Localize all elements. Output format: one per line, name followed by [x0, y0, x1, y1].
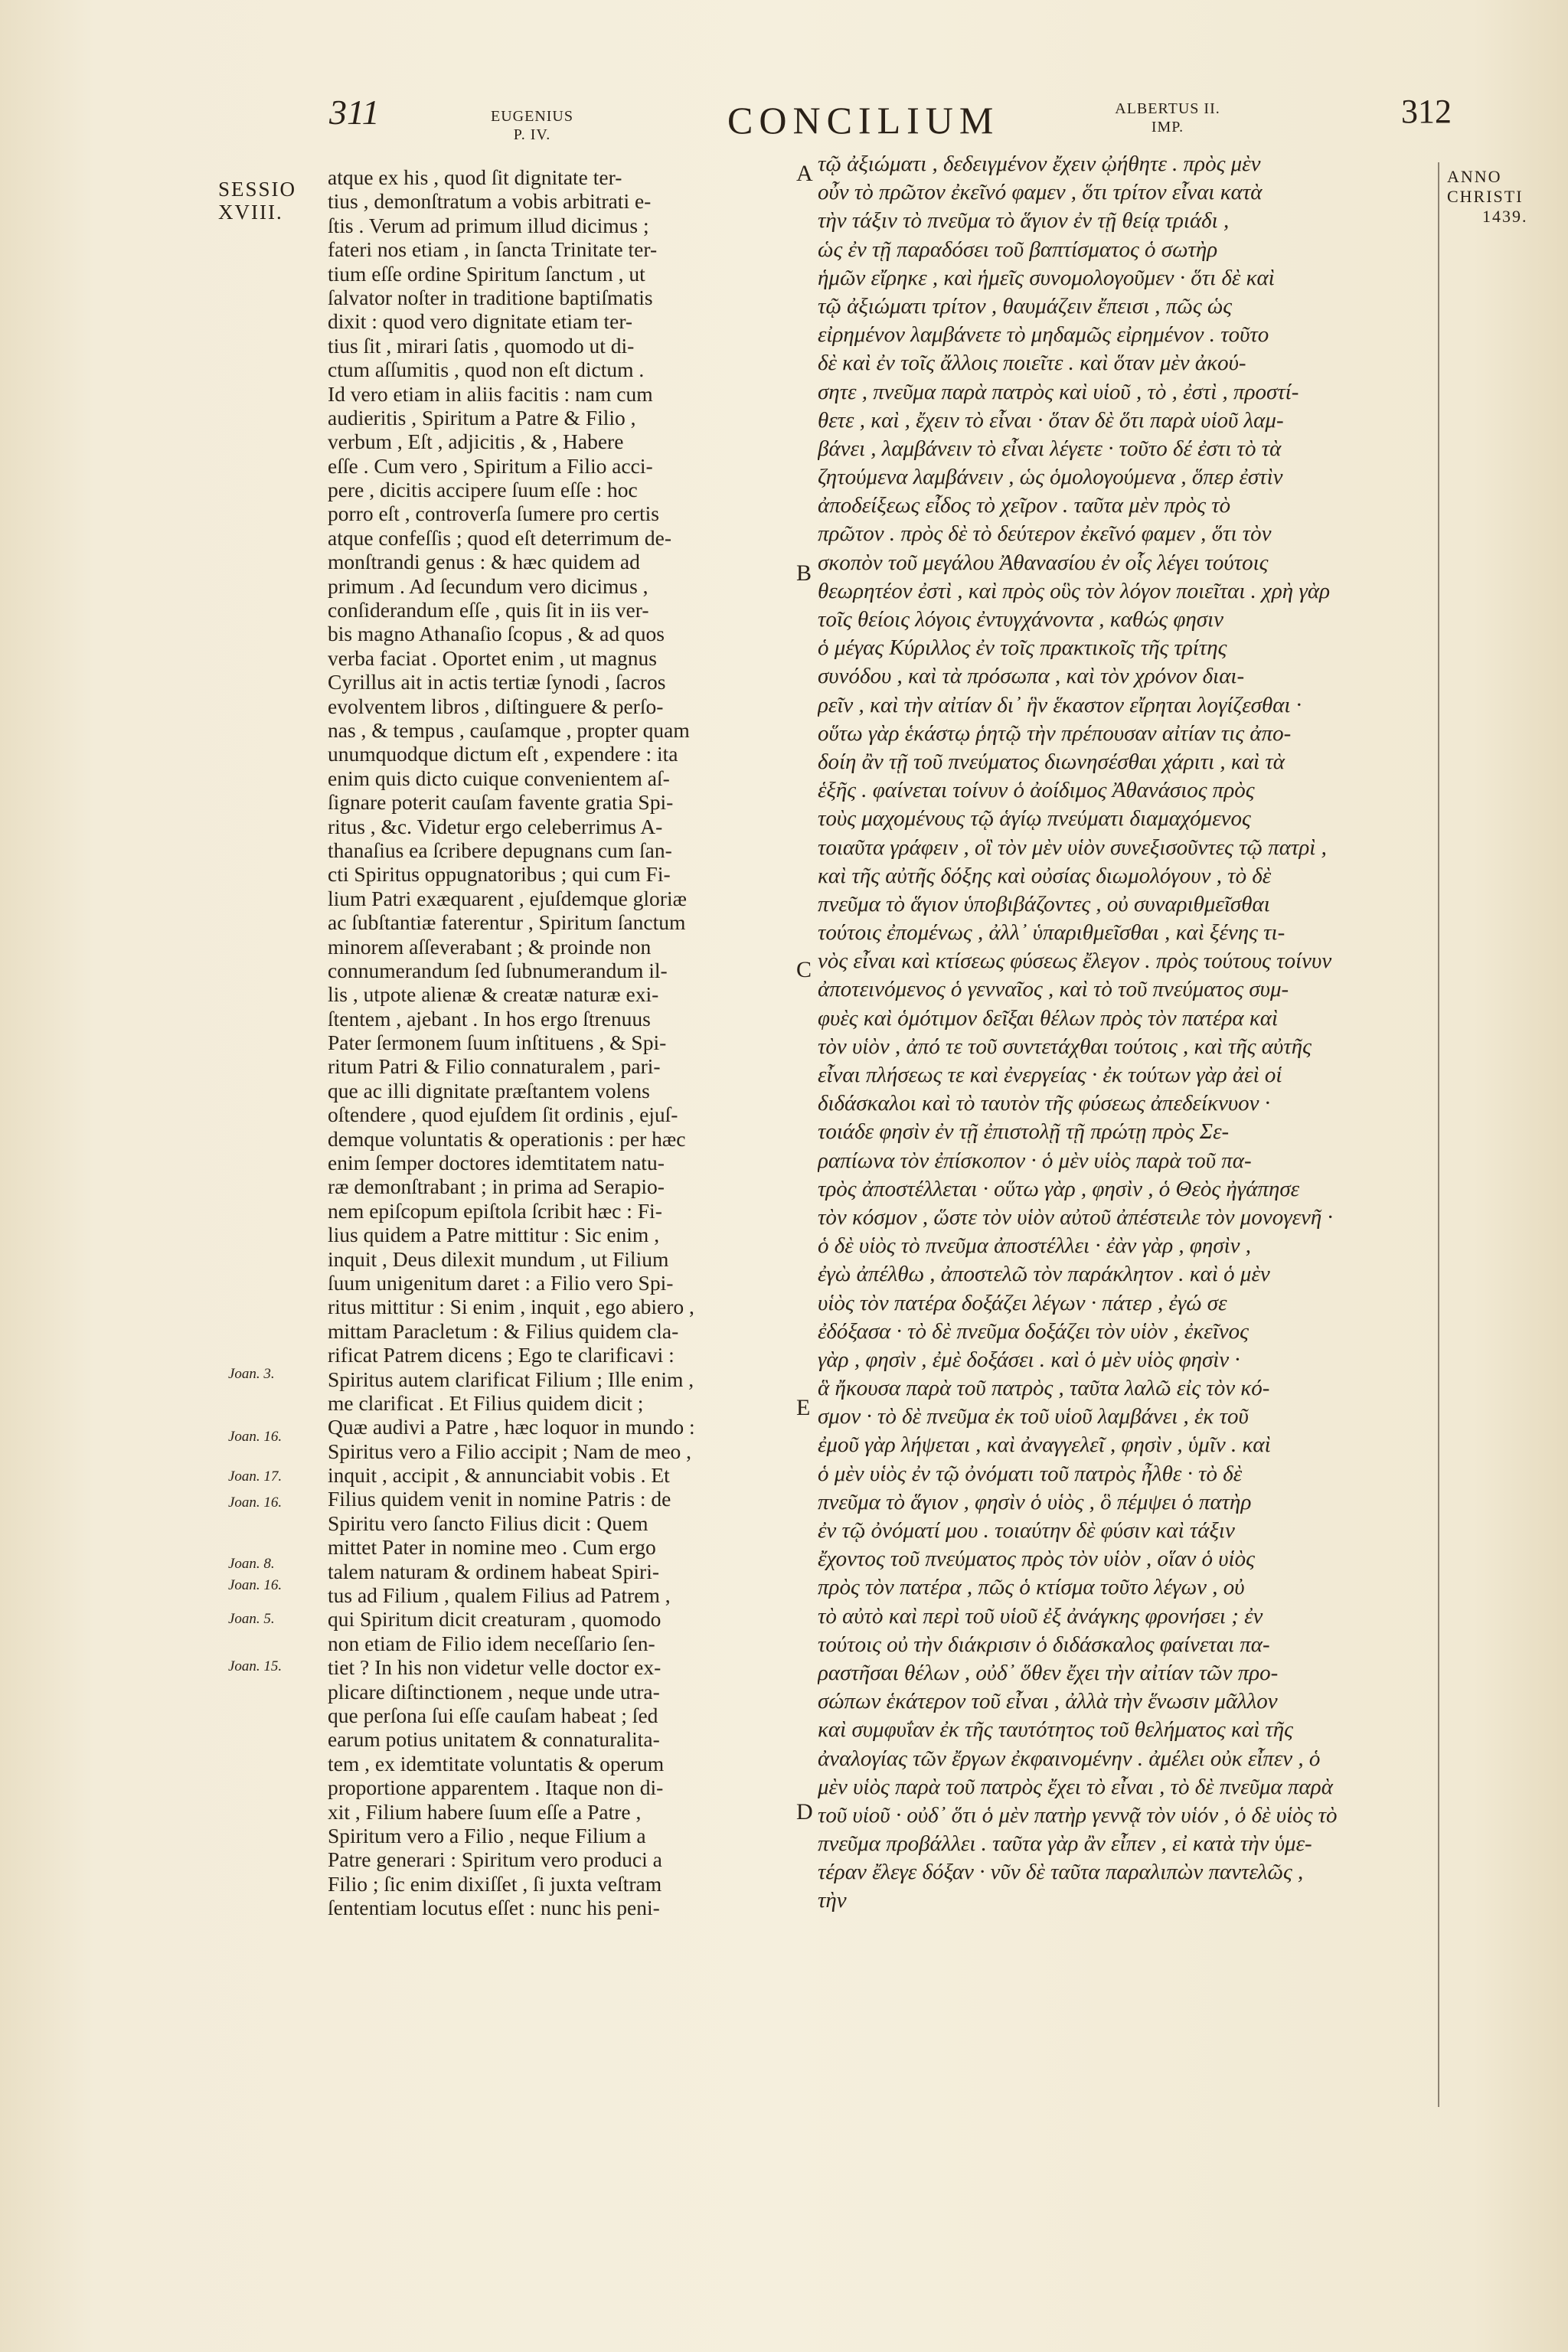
greek-text-line: ὁ δὲ υἱὸς τὸ πνεῦμα ἀποστέλλει · ἐὰν γὰρ , φησὶν ,	[818, 1233, 1252, 1259]
anno-year: 1439.	[1482, 207, 1528, 226]
greek-text-line: γὰρ , φησὶν , ἐμὲ δοξάσει . καὶ ὁ μὲν υἱὸς φησὶν ·	[818, 1347, 1240, 1372]
right-running-head	[1110, 100, 1225, 136]
scripture-reference: Joan. 17.	[228, 1468, 283, 1485]
greek-text-line: τρὸς ἀποστέλλεται · οὕτω γὰρ , φησὶν , ὁ Θεὸς ἠγάπησε	[818, 1176, 1300, 1201]
latin-text-line: ac ſubſtantiæ faterentur , Spiritum ſanctum	[328, 910, 686, 935]
anno-christi	[1447, 167, 1547, 227]
section-letter-a: A	[796, 161, 813, 186]
latin-text-line: inquit , Deus dilexit mundum , ut Filium	[328, 1246, 669, 1271]
greek-text-line: πνεῦμα προβάλλει . ταῦτα γὰρ ἂν εἶπεν , εἰ κατὰ τὴν ὑμε-	[818, 1831, 1312, 1857]
latin-text-line: unumquodque dictum eſt , expendere : ita	[328, 742, 678, 766]
latin-text-line: Id vero etiam in aliis facitis : nam cum	[328, 381, 653, 406]
latin-text-line: atque ex his , quod ſit dignitate ter-	[328, 165, 622, 189]
latin-text-line: tiet ? In his non videtur velle doctor ex-	[328, 1655, 662, 1680]
greek-text-line: εἶναι πλήσεως τε καὶ ἐνεργείας · ἐκ τούτων γὰρ ἀεὶ οἱ	[818, 1063, 1282, 1087]
greek-text-line: πρὸς τὸν πατέρα , πῶς ὁ κτίσμα τοῦτο λέγων , οὐ	[818, 1575, 1245, 1600]
greek-text-line: οὖν τὸ πρῶτον ἐκεῖνό φαμεν , ὅτι τρίτον εἶναι κατὰ	[818, 180, 1263, 205]
greek-text-line: πρῶτον . πρὸς δὲ τὸ δεύτερον ἐκεῖνό φαμεν , ὅτι τὸν	[818, 521, 1272, 547]
latin-text-line: proportione apparentem . Itaque non di-	[328, 1775, 664, 1800]
scripture-reference: Joan. 5.	[228, 1611, 275, 1627]
greek-text-line: ἐμοῦ γὰρ λήψεται , καὶ ἀναγγελεῖ , φησὶν , ὑμῖν . καὶ	[818, 1432, 1271, 1458]
scripture-reference: Joan. 8.	[228, 1556, 275, 1572]
latin-text-line: primum . Ad ſecundum vero dicimus ,	[328, 573, 648, 598]
greek-text-line: ραπίωνα τὸν ἐπίσκοπον · ὁ μὲν υἱὸς παρὰ τοῦ πα-	[818, 1148, 1252, 1173]
greek-text-line: τὸ αὐτὸ καὶ περὶ τοῦ υἱοῦ ἐξ ἀνάγκης φρονήσει ; ἐν	[818, 1603, 1263, 1628]
greek-text-line: ἀποδείξεως εἶδος τὸ χεῖρον . ταῦτα μὲν πρὸς τὸ	[818, 493, 1231, 518]
latin-text-line: audieritis , Spiritum a Patre & Filio ,	[328, 405, 636, 430]
latin-text-line: Spiritu vero ſancto Filius dicit : Quem	[328, 1511, 648, 1535]
latin-text-line: inquit , accipit , & annunciabit vobis . Et	[328, 1463, 670, 1488]
greek-text-line: δὲ καὶ ἐν τοῖς ἄλλοις ποιεῖτε . καὶ ὅταν μὲν ἀκού-	[818, 351, 1246, 376]
greek-text-line: μὲν υἱὸς παρὰ τοῦ πατρὸς ἔχει τὸ εἶναι , τὸ δὲ πνεῦμα παρὰ	[818, 1774, 1333, 1799]
greek-text-line: θετε , καὶ , ἔχειν τὸ εἶναι · ὅταν δὲ ὅτι παρὰ υἱοῦ λαμ-	[818, 407, 1284, 433]
page-title: CONCILIUM	[727, 99, 1000, 142]
latin-text-line: tius , demonſtratum a vobis arbitrati e-	[328, 189, 652, 214]
latin-text-line: lis , utpote alienæ & creatæ naturæ exi-	[328, 982, 659, 1007]
latin-text-line: tium eſſe ordine Spiritum ſanctum , ut	[328, 261, 645, 286]
greek-text-line: ἐγὼ ἀπέλθω , ἀποστελῶ τὸν παράκλητον . καὶ ὁ μὲν	[818, 1262, 1270, 1287]
latin-text-line: verba faciat . Oportet enim , ut magnus	[328, 645, 657, 670]
latin-text-line: thanaſius ea ſcribere depugnans cum ſan-	[328, 838, 672, 862]
greek-text-line: ὁ μὲν υἱὸς ἐν τῷ ὀνόματι τοῦ πατρὸς ἦλθε · τὸ δὲ	[818, 1461, 1243, 1486]
greek-text-line: νὸς εἶναι καὶ κτίσεως φύσεως ἔλεγον . πρὸς τούτους τοίνυν	[818, 949, 1332, 974]
latin-text-line: connumerandum ſed ſubnumerandum il-	[328, 958, 668, 982]
greek-text-line: ἐδόξασα · τὸ δὲ πνεῦμα δοξάζει τὸν υἱὸν , ἐκεῖνος	[818, 1318, 1249, 1344]
greek-text-line: εἰρημένον λαμβάνετε τὸ μηδαμῶς εἰρημένον . τοῦτο	[818, 322, 1269, 348]
scripture-reference: Joan. 3.	[228, 1366, 275, 1382]
greek-text-line: τὸν υἱὸν , ἀπό τε τοῦ συντετάχθαι τούτοις , καὶ τῆς αὐτῆς	[818, 1034, 1312, 1059]
latin-text-line: Patre generari : Spiritum vero produci a	[328, 1847, 662, 1872]
greek-text-line: τοῖς θείοις λόγοις ἐντυγχάνοντα , καθώς φησιν	[818, 607, 1224, 632]
latin-text-line: ritum Patri & Filio connaturalem , pari-	[328, 1054, 661, 1079]
latin-text-line: cti Spiritus oppugnatoribus ; qui cum Fi-	[328, 862, 671, 887]
latin-text-line: ſtis . Verum ad primum illud dicimus ;	[328, 213, 649, 237]
greek-text-line: ἀναλογίας τῶν ἔργων ἐκφαινομένην . ἀμέλει οὐκ εἶπεν , ὁ	[818, 1746, 1321, 1771]
greek-text-line: τοῦ υἱοῦ · οὐδ᾽ ὅτι ὁ μὲν πατὴρ γεννᾷ τὸν υἱόν , ὁ δὲ υἱὸς τὸ	[818, 1802, 1338, 1828]
latin-text-line: Quæ audivi a Patre , hæc loquor in mundo :	[328, 1415, 695, 1439]
latin-text-line: Spiritus vero a Filio accipit ; Nam de meo ,	[328, 1439, 692, 1463]
latin-text-line: ſignare poterit cauſam favente gratia Spi-	[328, 790, 674, 815]
latin-text-line: Filius quidem venit in nomine Patris : de	[328, 1487, 671, 1511]
latin-text-line: rificat Patrem dicens ; Ego te clarificavi :	[328, 1343, 675, 1367]
latin-text-line: evolventem libros , diſtinguere & perſo-	[328, 694, 664, 718]
greek-text-line: ὡς ἐν τῇ παραδόσει τοῦ βαπτίσματος ὁ σωτὴρ	[818, 237, 1218, 262]
running-head-line: ALBERTUS II.	[1115, 100, 1220, 117]
greek-text-line: πνεῦμα τὸ ἅγιον ὑποβιβάζοντες , οὐ συναριθμεῖσθαι	[818, 891, 1270, 916]
latin-text-line: Pater ſermonem ſuum inſtituens , & Spi-	[328, 1031, 667, 1055]
latin-text-line: porro eſt , controverſa ſumere pro certis	[328, 501, 659, 526]
greek-text-line: ὁ μέγας Κύριλλος ἐν τοῖς πρακτικοῖς τῆς τρίτης	[818, 635, 1227, 661]
greek-text-line: υἱὸς τὸν πατέρα δοξάζει λέγων · πάτερ , ἐγώ σε	[818, 1290, 1227, 1315]
latin-text-line: me clarificat . Et Filius quidem dicit ;	[328, 1390, 644, 1415]
greek-text-line: ἃ ἤκουσα παρὰ τοῦ πατρὸς , ταῦτα λαλῶ εἰς τὸν κό-	[818, 1376, 1270, 1401]
latin-text-line: verbum , Eſt , adjicitis , & , Habere	[328, 430, 624, 454]
greek-text-line: τούτοις οὐ τὴν διάκρισιν ὁ διδάσκαλος φαίνεται πα-	[818, 1632, 1270, 1657]
greek-text-line: τοιαῦτα γράφειν , οἳ τὸν μὲν υἱὸν συνεξισοῦντες τῷ πατρὶ ,	[818, 835, 1327, 860]
latin-text-line: enim ſemper doctores idemtitatem natu-	[328, 1151, 665, 1175]
latin-text-line: mittet Pater in nomine meo . Cum ergo	[328, 1535, 656, 1560]
latin-text-line: nem epiſcopum epiſtola ſcribit hæc : Fi-	[328, 1198, 662, 1223]
greek-text-line: ἀποτεινόμενος ὁ γενναῖος , καὶ τὸ τοῦ πνεύματος συμ-	[818, 977, 1289, 1002]
greek-text-line: δοίη ἂν τῇ τοῦ πνεύματος διωνησέσθαι χάριτι , καὶ τὰ	[818, 749, 1285, 774]
running-head-line: EUGENIUS	[491, 108, 573, 125]
latin-text-line: dixit : quod vero dignitate etiam ter-	[328, 309, 633, 334]
greek-text-line: τοὺς μαχομένους τῷ ἁγίῳ πνεύματι διαμαχόμενος	[818, 806, 1251, 831]
latin-text-line: talem naturam & ordinem habeat Spiri-	[328, 1559, 659, 1583]
latin-text-line: ctum aſſumitis , quod non eſt dictum .	[328, 358, 645, 382]
greek-text-line: ἑξῆς . φαίνεται τοίνυν ὁ ἀοίδιμος Ἀθανάσιος πρὸς	[818, 778, 1255, 803]
session-line: SESSIO	[218, 178, 297, 201]
greek-text-line: ζητούμενα λαμβάνειν , ὡς ὁμολογούμενα , ὅπερ ἐστὶν	[818, 465, 1283, 490]
greek-text-line: τοιάδε φησὶν ἐν τῇ ἐπιστολῇ τῇ πρώτῃ πρὸς Σε-	[818, 1119, 1230, 1145]
greek-text-line: τῷ ἀξιώματι , δεδειγμένον ἔχειν ᾠήθητε . πρὸς μὲν	[818, 152, 1261, 176]
latin-text-line: demque voluntatis & operationis : per hæc	[328, 1126, 686, 1151]
greek-text-line: πνεῦμα τὸ ἅγιον , φησὶν ὁ υἱὸς , ὃ πέμψει ὁ πατὴρ	[818, 1489, 1252, 1514]
latin-text-line: lium Patri exæquarent , ejuſdemque gloriæ	[328, 886, 687, 910]
greek-text-line: ρεῖν , καὶ τὴν αἰτίαν δι᾽ ἣν ἕκαστον εἴρηται λογίζεσθαι ·	[818, 692, 1302, 717]
latin-text-line: qui Spiritum dicit creaturam , quomodo	[328, 1607, 662, 1632]
latin-text-line: Filio ; ſic enim dixiſſet , ſi juxta veſtram	[328, 1871, 662, 1896]
latin-text-line: monſtrandi genus : & hæc quidem ad	[328, 550, 640, 574]
latin-text-line: enim quis dicto cuique convenientem aſ-	[328, 766, 670, 790]
greek-text-line: ραστῆσαι θέλων , οὐδ᾽ ὅθεν ἔχει τὴν αἰτίαν τῶν προ-	[818, 1660, 1279, 1685]
latin-column	[328, 165, 789, 1920]
latin-text-line: minorem aſſeverabant ; & proinde non	[328, 934, 652, 959]
latin-text-line: mittam Paracletum : & Filius quidem cla-	[328, 1318, 679, 1343]
latin-text-line: ritus , &c. Videtur ergo celeberrimus A-	[328, 814, 663, 838]
greek-text-line: τέραν ἔλεγε δόξαν · νῦν δὲ ταῦτα παραλιπὼν παντελῶς ,	[818, 1860, 1304, 1885]
latin-text-line: xit , Filium habere ſuum eſſe a Patre ,	[328, 1799, 642, 1824]
scripture-reference: Joan. 16.	[228, 1494, 283, 1511]
latin-text-line: conſiderandum eſſe , quis ſit in iis ver-	[328, 598, 649, 622]
section-letter-d: D	[796, 1799, 813, 1824]
latin-text-line: Spiritus autem clarificat Filium ; Ille enim ,	[328, 1367, 694, 1391]
greek-text-line: ἔχοντος τοῦ πνεύματος πρὸς τὸν υἱὸν , οἵαν ὁ υἱὸς	[818, 1547, 1255, 1572]
greek-text-line: τὴν τάξιν τὸ πνεῦμα τὸ ἅγιον ἐν τῇ θείᾳ τριάδι ,	[818, 208, 1230, 234]
scripture-reference: Joan. 16.	[228, 1577, 283, 1593]
latin-text-line: eſſe . Cum vero , Spiritum a Filio acci-	[328, 453, 653, 478]
running-head-line: IMP.	[1151, 119, 1184, 136]
greek-text-line: σώπων ἑκάτερον τοῦ εἶναι , ἀλλὰ τὴν ἕνωσιν μᾶλλον	[818, 1689, 1278, 1714]
greek-text-line: βάνει , λαμβάνειν τὸ εἶναι λέγετε · τοῦτο δέ ἐστι τὸ τὰ	[818, 436, 1282, 461]
greek-text-line: θεωρητέον ἐστὶ , καὶ πρὸς οὓς τὸν λόγον ποιεῖται . χρὴ γὰρ	[818, 578, 1331, 603]
greek-text-line: διδάσκαλοι καὶ τὸ ταυτὸν τῆς φύσεως ἀπεδείκνυον ·	[818, 1091, 1271, 1116]
latin-text-line: ſuum unigenitum daret : a Filio vero Spi-	[328, 1270, 674, 1295]
section-letter-b: B	[796, 560, 812, 586]
left-page-number: 311	[329, 93, 380, 132]
greek-column	[818, 150, 1426, 1916]
latin-text-line: ſententiam locutus eſſet : nunc his peni-	[328, 1896, 660, 1920]
latin-text-line: ſtentem , ajebant . In hos ergo ſtrenuus	[328, 1006, 651, 1031]
latin-text-line: pere , dicitis accipere ſuum eſſe : hoc	[328, 478, 638, 502]
greek-text-line: καὶ τῆς αὐτῆς δόξης καὶ οὐσίας διωμολόγουν , τὸ δὲ	[818, 863, 1272, 888]
anno-line: ANNO	[1447, 167, 1502, 186]
latin-text-line: ſalvator noſter in traditione baptiſmatis	[328, 285, 653, 309]
greek-text-line: συνόδου , καὶ τὰ πρόσωπα , καὶ τὸν χρόνον διαι-	[818, 664, 1245, 689]
anno-line: CHRISTI	[1447, 187, 1524, 206]
running-head-line: P. IV.	[513, 126, 551, 143]
greek-text-line: φυὲς καὶ ὁμότιμον δεῖξαι θέλων πρὸς τὸν πατέρα καὶ	[818, 1005, 1279, 1031]
greek-text-line: σητε , πνεῦμα παρὰ πατρὸς καὶ υἱοῦ , τὸ , ἐστὶ , προστί-	[818, 379, 1299, 404]
latin-text-line: oſtendere , quod ejuſdem ſit ordinis , ejuſ-	[328, 1102, 678, 1127]
greek-text-line: σκοπὸν τοῦ μεγάλου Ἀθανασίου ἐν οἷς λέγει τούτοις	[818, 550, 1269, 575]
latin-text-line: nas , & tempus , cauſamque , propter quam	[328, 717, 690, 742]
latin-text-line: tus ad Filium , qualem Filius ad Patrem ,	[328, 1583, 671, 1608]
session-label	[218, 178, 296, 224]
greek-text-line: ἡμῶν εἴρηκε , καὶ ἡμεῖς συνομολογοῦμεν · ὅτι δὲ καὶ	[818, 265, 1275, 290]
left-running-head	[490, 107, 574, 144]
latin-text-line: Spiritum vero a Filio , neque Filium a	[328, 1823, 646, 1847]
greek-text-line: οὕτω γὰρ ἑκάστῳ ῥητῷ τὴν πρέπουσαν αἰτίαν τις ἀπο-	[818, 720, 1292, 746]
latin-text-line: que perſona ſui eſſe cauſam habeat ; ſed	[328, 1704, 658, 1727]
session-line: XVIII.	[218, 201, 283, 224]
latin-text-line: Cyrillus ait in actis tertiæ ſynodi , ſacros	[328, 670, 666, 694]
latin-text-line: ræ demonſtrabant ; in prima ad Serapio-	[328, 1174, 665, 1199]
latin-text-line: tius ſit , mirari ſatis , quomodo ut di-	[328, 333, 635, 358]
greek-text-line: τὸν κόσμον , ὥστε τὸν υἱὸν αὐτοῦ ἀπέστειλε τὸν μονογενῆ ·	[818, 1204, 1333, 1230]
section-letter-c: C	[796, 957, 812, 982]
latin-text-line: fateri nos etiam , in ſancta Trinitate ter-	[328, 237, 658, 262]
scripture-reference: Joan. 15.	[228, 1658, 283, 1674]
greek-text-line: τῷ ἀξιώματι τρίτον , θαυμάζειν ἔπεισι , πῶς ὡς	[818, 293, 1233, 318]
greek-text-line: ἐν τῷ ὀνόματί μου . τοιαύτην δὲ φύσιν καὶ τάξιν	[818, 1518, 1235, 1543]
column-rule	[1438, 162, 1439, 2107]
latin-text-line: tem , ex idemtitate voluntatis & operum	[328, 1751, 665, 1775]
section-letter-e: E	[796, 1395, 811, 1420]
latin-text-line: bis magno Athanaſio ſcopus , & ad quos	[328, 622, 665, 646]
latin-text-line: atque confeſſis ; quod eſt deterrimum de-	[328, 525, 672, 550]
scripture-reference: Joan. 16.	[228, 1429, 283, 1445]
latin-text-line: lius quidem a Patre mittitur : Sic enim ,	[328, 1223, 660, 1247]
right-page-number: 312	[1401, 93, 1452, 130]
greek-text-line: καὶ συμφυΐαν ἐκ τῆς ταυτότητος τοῦ θελήματος καὶ τῆς	[818, 1717, 1293, 1743]
greek-text-line: τούτοις ἐπομένως , ἀλλ᾽ ὑπαριθμεῖσθαι , καὶ ξένης τι-	[818, 920, 1285, 946]
greek-text-line: σμον · τὸ δὲ πνεῦμα ἐκ τοῦ υἱοῦ λαμβάνει , ἐκ τοῦ	[818, 1404, 1249, 1429]
latin-text-line: non etiam de Filio idem neceſſario ſen-	[328, 1631, 655, 1655]
latin-text-line: ritus mittitur : Si enim , inquit , ego abiero ,	[328, 1295, 694, 1319]
latin-text-line: earum potius unitatem & connaturalita-	[328, 1727, 660, 1752]
latin-text-line: que ac illi dignitate præſtantem volens	[328, 1078, 650, 1102]
greek-text-line: τὴν	[818, 1888, 847, 1913]
latin-text-line: plicare diſtinctionem , neque unde utra-	[328, 1679, 660, 1704]
